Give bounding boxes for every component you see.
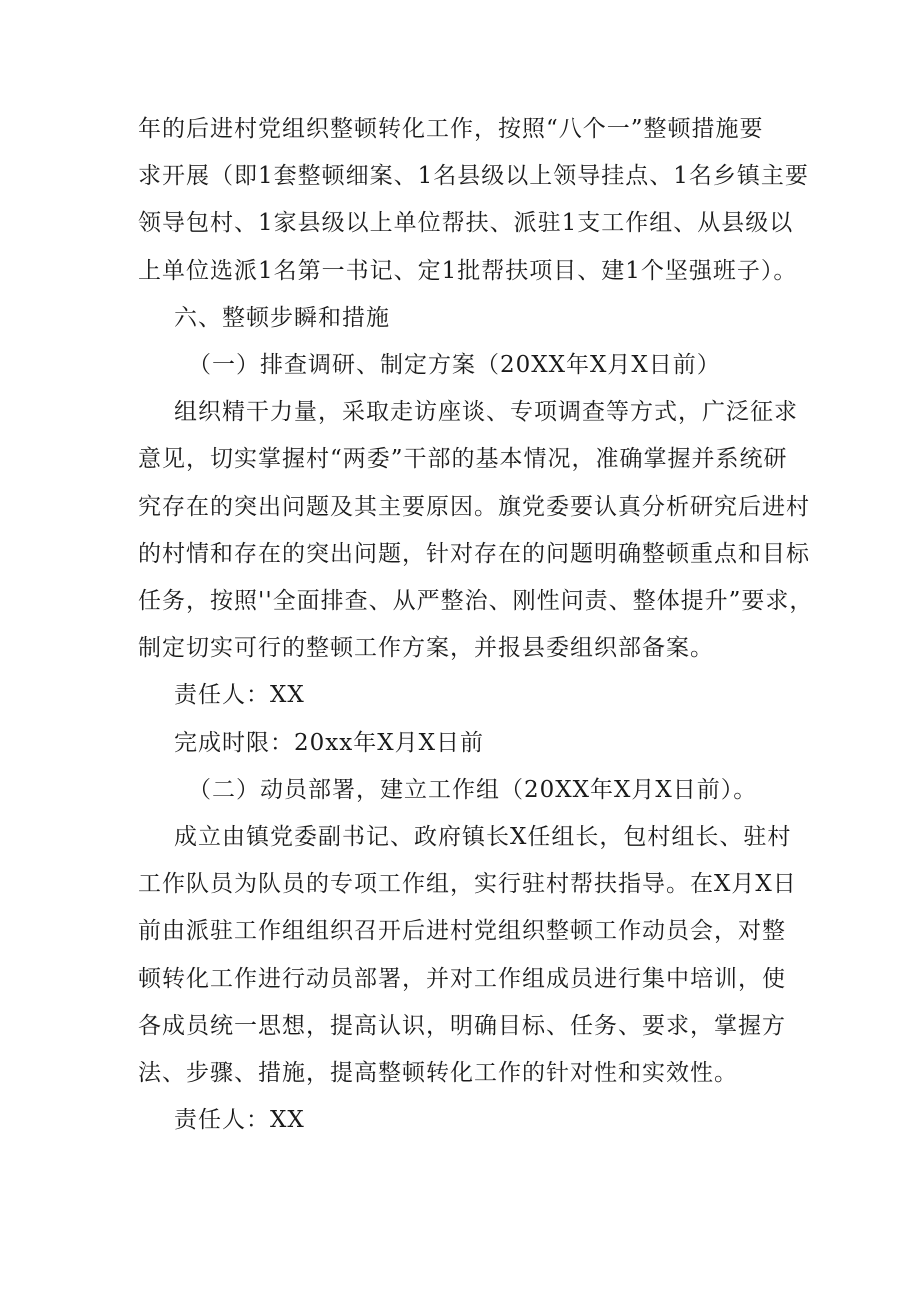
text-line: 制定切实可行的整顿工作方案，并报县委组织部备案。 [138,635,714,662]
heading-text: （二）动员部署，建立工作组（20XX年X月X日前）。 [188,776,758,803]
text-line: 前由派驻工作组组织召开后进村党组织整顿工作动员会，对整 [138,918,786,945]
responsible-person-1 [138,672,788,719]
paragraph-investigation [138,389,814,672]
text-line: 的村情和存在的突出问题，针对存在的问题明确整顿重点和目标 [138,540,810,567]
document-body [138,106,814,1144]
text-line: 组织精干力量，采取走访座谈、专项调查等方式，广泛征求 [174,399,798,426]
text-line: 求开展（即1套整顿细案、1名县级以上领导挂点、1名乡镇主要 [138,163,809,190]
subsection-heading-1 [138,342,788,389]
subsection-heading-2 [138,767,788,814]
text-line: 成立由镇党委副书记、政府镇长X任组长，包村组长、驻村 [174,824,792,851]
text-line: 工作队员为队员的专项工作组，实行驻村帮扶指导。在X月X日 [138,871,797,898]
heading-text: 六、整顿步瞬和措施 [174,304,390,331]
text-line: 任务，按照''全面排查、从严整治、刚性问责、整体提升”要求， [138,588,814,615]
text-line: 上单位选派1名第一书记、定1批帮扶项目、建1个坚强班子）。 [138,257,798,284]
text-line: 究存在的突出问题及其主要原因。旗党委要认真分析研究后进村 [138,493,810,520]
paragraph-mobilization [138,814,797,1097]
heading-text: （一）排查调研、制定方案（20XX年X月X日前） [188,352,721,379]
text-line: 责任人：XX [174,682,305,709]
text-line: 各成员统一思想，提高认识，明确目标、任务、要求，掌握方 [138,1012,786,1039]
text-line: 法、步骤、措施，提高整顿转化工作的针对性和实效性。 [138,1060,738,1087]
text-line: 责任人：XX [174,1107,305,1134]
text-line: 领导包村、1家县级以上单位帮扶、派驻1支工作组、从县级以 [138,210,794,237]
text-line: 顿转化工作进行动员部署，并对工作组成员进行集中培训，使 [138,965,786,992]
paragraph-intro [138,106,809,295]
text-line: 年的后进村党组织整顿转化工作，按照“八个一”整顿措施要 [138,116,764,142]
text-line: 完成时限：20xx年X月X日前 [174,729,484,756]
text-line: 意见，切实掌握村“两委”干部的基本情况，准确掌握并系统研 [138,446,788,473]
section-heading [138,295,788,342]
deadline-1 [138,720,788,767]
responsible-person-2 [138,1097,788,1144]
